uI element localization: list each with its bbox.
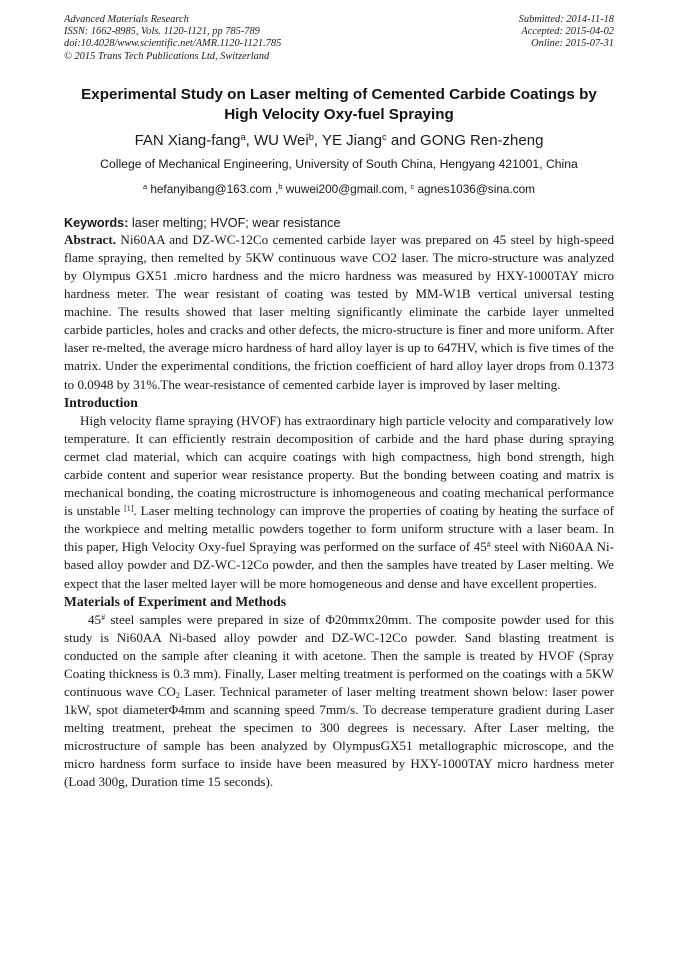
doi-line: doi:10.4028/www.scientific.net/AMR.1120-1121.785 [64,38,282,50]
email-address[interactable]: wuwei200@gmail.com [285,181,404,196]
publication-info [64,14,281,63]
author [135,132,254,149]
title-line-1: Experimental Study on Laser melting of Cemented Carbide Coatings by [81,85,597,103]
methods-heading: Materials of Experiment and Methods [64,593,287,609]
abstract-paragraph [64,231,614,394]
publication-dates [519,14,614,63]
methods-paragraph: 45# steel samples were prepared in size of Φ20mmx20mm. The composite powder used for this study is Ni60AA Ni-based alloy powder and DZ-WC-12Co powder. Sand blasting treatment is conducted on the sample after cleaning it with acetone. Then the sample is treated by HVOF (Spray Coating thickness is 0.3 mm). Finally, Laser melting treatment is performed on the coatings with a 5KW continuous wave $CO_2$ Laser. Technical parameter of laser melting treatment shown below: laser power 1kW, spot diameterΦ4mm and scanning speed 7mm/s. To decrease temperature gradient during Laser melting treatment, preheat the specimen to 300 degrees is necessary. After Laser melting, the microstructure of sample has been analyzed by OlympusGX51 metallographic microscope, and the micro hardness form surface to inside have been measured by HXY-1000TAY micro hardness meter (Load 300g, Duration time 15 seconds). [64,611,615,790]
affiliation: College of Mechanical Engineering, University of South China, Hengyang 421001, China [100,156,578,171]
author-name: YE Jiang [321,131,383,149]
keywords-line [64,215,614,231]
abstract-text: Ni60AA and DZ-WC-12Co cemented carbide layer was prepared on 45 steel by high-speed flame spraying, then remelted by 5KW continuous wave CO2 laser. The micro-structure was analyzed by Olympus GX51 .micro hardness and the micro hardness was measured by HXY-1000TAY micro hardness meter. The wear resistant of coating was tested by MM-W1B vertical universal testing machine. The results showed that laser melting significantly eliminate the carbide layer unmelted carbide particles, holes and cracks and other defects, the micro-structure is finer and more uniform. After laser re-melted, the average micro hardness of hard alloy layer is up to 647HV, which is five times of the matrix. Under the experimental conditions, the friction coefficient of hard alloy layer drops from 0.1373 to 0.0948 by 31%.The wear-resistance of cemented carbide layer is improved by laser melting. [64,231,614,392]
author [322,132,420,149]
author-sep: , [313,131,322,149]
author [254,132,322,149]
submitted-date: Submitted: 2014-11-18 [518,14,614,25]
accepted-date: Accepted: 2015-04-02 [521,26,614,38]
author-name: WU Wei [253,131,309,149]
email-address[interactable]: agnes1036@sina.com [417,181,536,196]
author-sep: , [245,131,254,149]
email-address[interactable]: hefanyibang@163.com [150,181,272,196]
email-mark: b [278,182,283,192]
copyright-line: © 2015 Trans Tech Publications Ltd, Switzerland [64,50,270,62]
paper-title [64,85,614,125]
citation-ref[interactable]: [1] [124,504,134,514]
author-mark: b [308,132,314,143]
issn-line: ISSN: 1662-8985, Vols. 1120-1121, pp 785-789 [64,26,260,38]
paper-page [64,14,614,792]
author-list [64,131,614,151]
journal-name: Advanced Materials Research [64,14,189,25]
title-line-2: High Velocity Oxy-fuel Spraying [224,105,454,123]
email-mark: c [410,182,415,192]
introduction-heading: Introduction [64,394,138,410]
author-mark: a [240,132,246,143]
author-name: GONG Ren-zheng [420,131,544,149]
author [420,132,543,149]
author-sep: and [386,131,421,149]
author-mark: c [382,132,387,143]
author-name: FAN Xiang-fang [134,131,241,149]
keywords-label: Keywords: [64,215,129,230]
introduction-paragraph: High velocity flame spraying (HVOF) has extraordinary high particle velocity and comparatively low temperature. It can efficiently restrain decomposition of carbide and the hard phase during spraying cermet clad material, which can acquire coatings with high compactness, high bond strength, high carbide content and superior wear resistance property. But the bonding between coating and matrix is mechanical bonding, the coating microstructure is inhomogeneous and coating mechanical performance is unstable [1]. Laser melting technology can improve the properties of coating by heating the surface of the workpiece and melting metallic powders together to form uniform structure with a laser beam. In this paper, High Velocity Oxy-fuel Spraying was performed on the surface of 45# steel with Ni60AA Ni-based alloy powder and DZ-WC-12Co powder, and then the samples have treated by Laser melting. We expect that the laser melted layer will be more homogeneous and dense and have excellent properties. [64,412,614,591]
keywords-text: laser melting; HVOF; wear resistance [131,215,341,230]
online-date: Online: 2015-07-31 [531,38,614,50]
abstract-label: Abstract. [64,231,116,247]
publication-header [64,14,614,63]
email-mark: a [142,182,148,192]
author-emails: $^a$ hefanyibang@163.com ,$^b$ wuwei200@gmail.com, $^c$ agnes1036@sina.com [142,181,536,196]
